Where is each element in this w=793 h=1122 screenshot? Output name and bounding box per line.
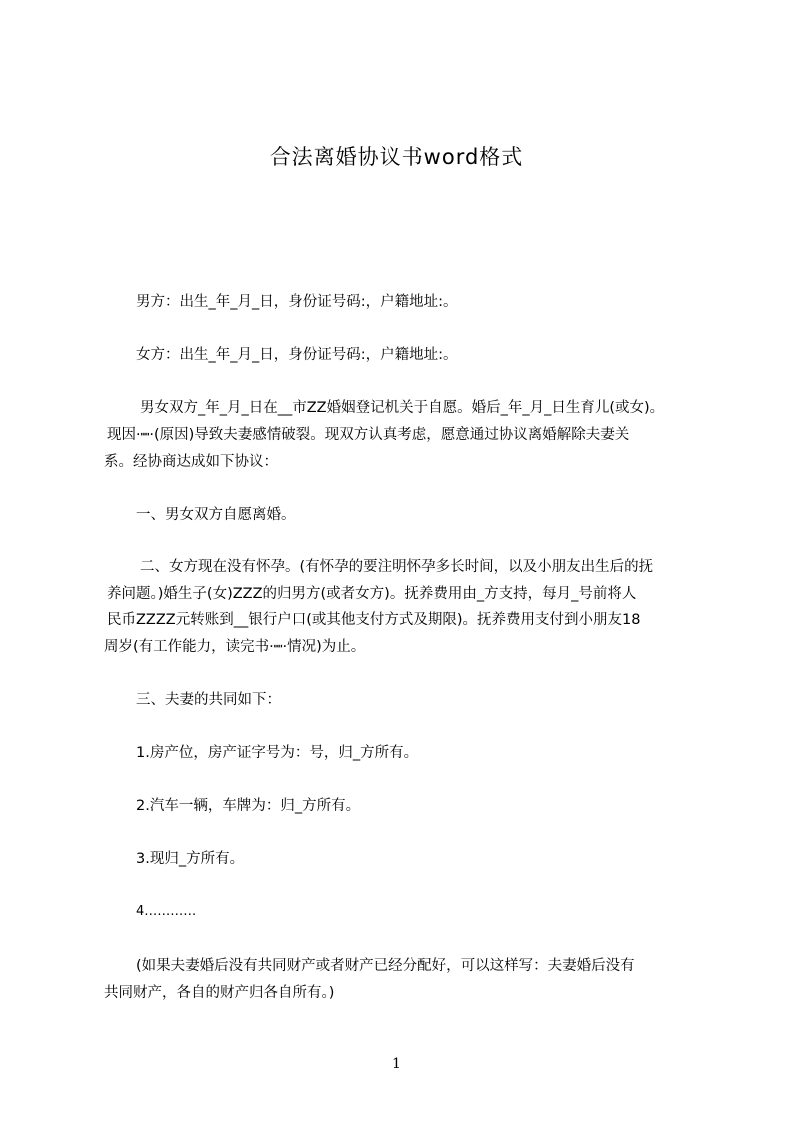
paragraph-line: 一、男女双方自愿离婚。 bbox=[136, 507, 296, 523]
page-number: 1 bbox=[392, 1056, 401, 1072]
paragraph-line: 三、夫妻的共同如下： bbox=[136, 692, 281, 708]
paragraph-line: 3.现归_方所有。 bbox=[136, 851, 245, 867]
paragraph-line: 民币ZZZZ元转账到__银行户口(或其他支付方式及期限)。抚养费用支付到小朋友18 bbox=[107, 612, 641, 628]
paragraph-line: 周岁(有工作能力，读完书·┉·情况)为止。 bbox=[104, 639, 366, 655]
paragraph-line: 男女双方_年_月_日在__市ZZ婚姻登记机关于自愿。婚后_年_月_日生育儿(或女)。 bbox=[140, 400, 665, 416]
paragraph-line: 系。经协商达成如下协议： bbox=[104, 454, 278, 470]
paragraph-line: 二、女方现在没有怀孕。(有怀孕的要注明怀孕多长时间，以及小朋友出生后的抚 bbox=[140, 559, 654, 575]
paragraph-line: 养问题。)婚生子(女)ZZZ的归男方(或者女方)。抚养费用由_方支持，每月_号前将人 bbox=[107, 586, 637, 602]
paragraph-line: 共同财产，各自的财产归各自所有。) bbox=[104, 985, 335, 1001]
paragraph-line: 男方：出生_年_月_日，身份证号码:，户籍地址:。 bbox=[136, 294, 458, 310]
paragraph-line: 2.汽车一辆，车牌为：归_方所有。 bbox=[136, 798, 361, 814]
document-title: 合法离婚协议书word格式 bbox=[269, 145, 524, 169]
paragraph-line: 4………… bbox=[136, 904, 197, 919]
paragraph-line: (如果夫妻婚后没有共同财产或者财产已经分配好，可以这样写：夫妻婚后没有 bbox=[136, 958, 635, 974]
paragraph-line: 现因·┉·(原因)导致夫妻感情破裂。现双方认真考虑，愿意通过协议离婚解除夫妻关 bbox=[107, 427, 630, 443]
paragraph-line: 女方：出生_年_月_日，身份证号码:，户籍地址:。 bbox=[136, 347, 458, 363]
paragraph-line: 1.房产位，房产证字号为：号，归_方所有。 bbox=[136, 745, 419, 761]
